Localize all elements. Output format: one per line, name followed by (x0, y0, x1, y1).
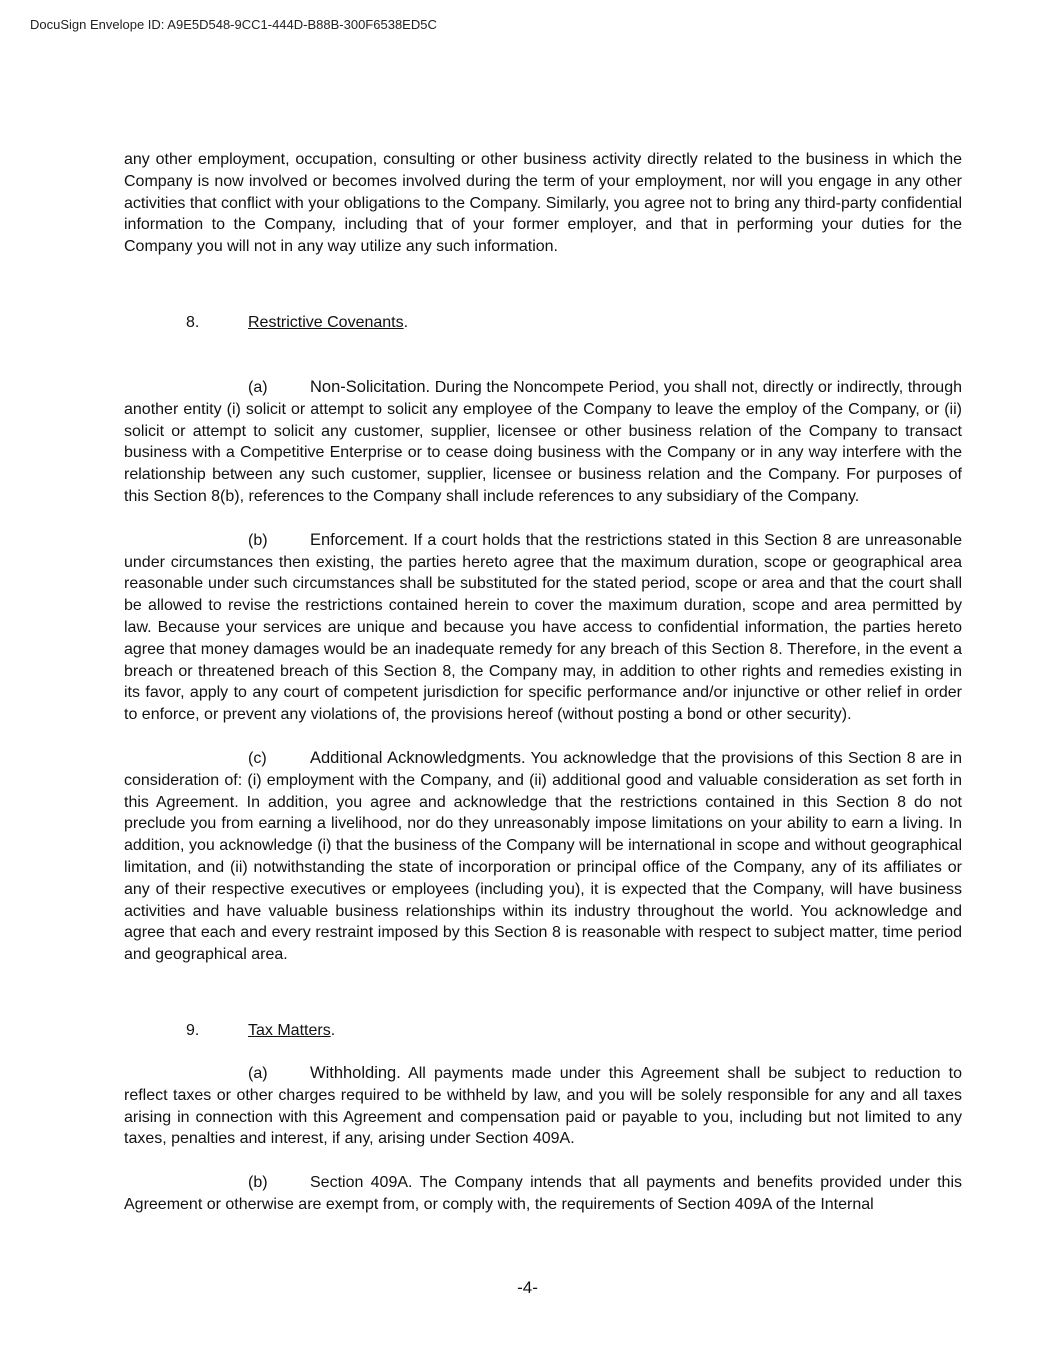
section-8-title: Restrictive Covenants (248, 313, 404, 331)
section-8a-paragraph (124, 377, 962, 508)
section-9a-label: (a) (248, 1064, 268, 1082)
section-9-number: 9. (186, 1021, 200, 1039)
section-8c-title: Additional Acknowledgments. (310, 748, 526, 767)
envelope-id: DocuSign Envelope ID: A9E5D548-9CC1-444D-B88B-300F6538ED5C (30, 17, 437, 32)
section-8b-paragraph (124, 530, 962, 726)
section-8a-title: Non-Solicitation. (310, 377, 431, 396)
section-8-number: 8. (186, 313, 200, 331)
section-8c-paragraph (124, 748, 962, 966)
section-8b-text: If a court holds that the restrictions stated in this Section 8 are unreasonable under circumstances then existing, the parties hereto agree that the maximum duration, scope or geographical area reasonable under such circumstances shall be substituted for the stated period, scope or area and that the court shall be allowed to revise the restrictions contained herein to cover the maximum duration, scope and area permitted by law. Because your services are unique and because you have access to confidential information, the parties hereto agree that money damages would be an inadequate remedy for any breach of this Section 8. Therefore, in the event a breach or threatened breach of this Section 8, the Company may, in addition to other rights and remedies existing in its favor, apply to any court of competent jurisdiction for specific performance and/or injunctive or other relief in order to enforce, or prevent any violations of, the provisions hereof (without posting a bond or other security). (124, 531, 962, 724)
section-9-heading: 9. Tax Matters. (124, 1020, 962, 1042)
section-8c-text: You acknowledge that the provisions of this Section 8 are in consideration of: (i) employment with the Company, and (ii) additional good and valuable consideration as set forth in this Agreement. In addition, you agree and acknowledge that the restrictions contained in this Section 8 do not preclude you from earning a livelihood, nor do they unreasonably impose limitations on your ability to earn a living. In addition, you acknowledge (i) that the business of the Company will be international in scope and without geographical limitation, and (ii) notwithstanding the state of incorporation or principal office of the Company, any of its affiliates or any of their respective executives or employees (including you), it is expected that the Company, will have business activities and have valuable business relationships within its industry throughout the world. You acknowledge and agree that each and every restraint imposed by this Section 8 is reasonable with respect to subject matter, time period and geographical area. (124, 749, 962, 964)
section-9-title: Tax Matters (248, 1021, 331, 1039)
section-8c-label: (c) (248, 749, 267, 767)
section-9a-title: Withholding. (310, 1063, 401, 1082)
page-number: -4- (517, 1278, 538, 1297)
section-8-heading: 8. Restrictive Covenants. (124, 312, 962, 334)
intro-paragraph: any other employment, occupation, consulting or other business activity directly related to the business in which the Company is now involved or becomes involved during the term of your employment, nor will you engage in any other activities that conflict with your obligations to the Company. Similarly, you agree not to bring any third-party confidential information to the Company, including that of your former employer, and that in performing your duties for the Company you will not in any way utilize any such information. (124, 151, 962, 256)
section-9b-text: The Company intends that all payments and benefits provided under this Agreement or otherwise are exempt from, or comply with, the requirements of Section 409A of the Internal (124, 1174, 962, 1213)
section-8b-title: Enforcement. (310, 530, 409, 549)
section-8a-label: (a) (248, 378, 268, 396)
section-9b-paragraph (124, 1172, 962, 1216)
section-9b-label: (b) (248, 1174, 268, 1192)
document-body (124, 149, 962, 1216)
section-9b-title: Section 409A. (310, 1174, 413, 1192)
section-8a-text: During the Noncompete Period, you shall not, directly or indirectly, through another entity (i) solicit or attempt to solicit any employee of the Company to leave the employ of the Company, or (ii) solicit or attempt to solicit any customer, supplier, licensee or other business relation of the Company to transact business with a Competitive Enterprise or to cease doing business with the Company or in any way interfere with the relationship between any such customer, supplier, licensee or business relation and the Company. For purposes of this Section 8(b), references to the Company shall include references to any subsidiary of the Company. (124, 378, 962, 505)
section-8b-label: (b) (248, 531, 268, 549)
section-9a-paragraph (124, 1063, 962, 1150)
section-9a-text: All payments made under this Agreement shall be subject to reduction to reflect taxes or other charges required to be withheld by law, and you will be solely responsible for any and all taxes arising in connection with this Agreement and compensation paid or payable to you, including but not limited to any taxes, penalties and interest, if any, arising under Section 409A. (124, 1064, 962, 1148)
